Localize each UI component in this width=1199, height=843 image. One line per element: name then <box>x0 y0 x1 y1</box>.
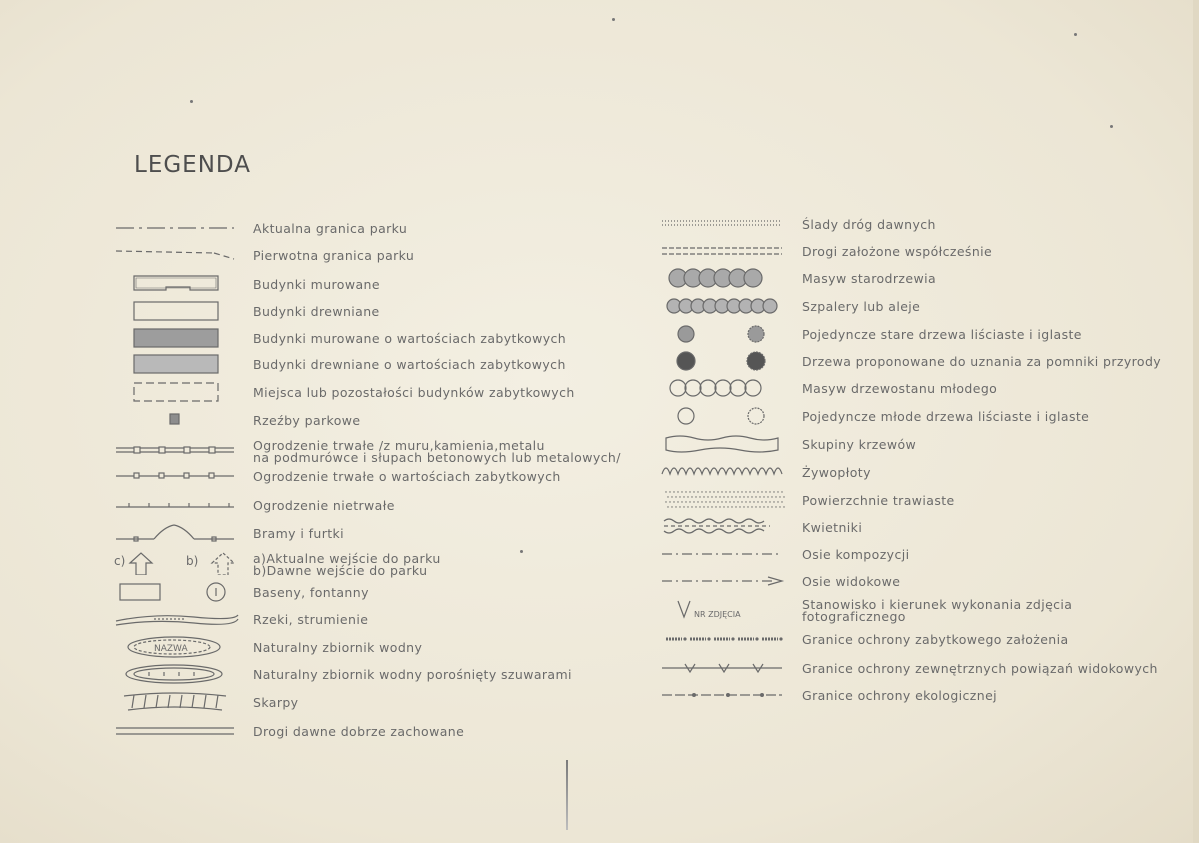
legend-label: Skarpy <box>253 695 299 710</box>
legend-symbol-pond <box>114 635 240 659</box>
legend-label: Ślady dróg dawnych <box>802 217 936 232</box>
speck <box>1110 125 1113 128</box>
legend-symbol-gates <box>114 521 240 545</box>
legend-symbol-road-old <box>114 719 240 743</box>
legend-symbol-small-square <box>114 408 240 432</box>
legend-label: Miejsca lub pozostałości budynków zabytkowych <box>253 385 575 400</box>
legend-label: Pierwotna granica parku <box>253 248 415 263</box>
fold-mark <box>566 760 568 830</box>
legend-label: Budynki drewniane o wartościach zabytkowych <box>253 357 566 372</box>
legend-label: Granice ochrony zabytkowego założenia <box>802 632 1069 647</box>
legend-label: Aktualna granica parku <box>253 221 408 236</box>
legend-label: Żywopłoty <box>802 465 871 480</box>
legend-label: Rzeki, strumienie <box>253 612 369 627</box>
legend-label: Naturalny zbiornik wodny porośnięty szuwarami <box>253 667 572 682</box>
legend-symbol-box-notch <box>114 272 240 296</box>
legend-label: Granice ochrony ekologicznej <box>802 688 998 703</box>
legend-label: Budynki drewniane <box>253 304 380 319</box>
legend-label: Ogrodzenie trwałe o wartościach zabytkowych <box>253 469 561 484</box>
legend-label: Szpalery lub aleje <box>802 299 921 314</box>
legend-symbol-tree-old <box>660 322 786 346</box>
legend-label: Ogrodzenie trwałe /z muru,kamienia,metalu <box>253 438 545 453</box>
legend-label: Masyw drzewostanu młodego <box>802 381 998 396</box>
legend-label: Skupiny krzewów <box>802 437 917 452</box>
svg-text:b): b) <box>186 554 199 568</box>
speck <box>520 550 523 553</box>
legend-label: Granice ochrony zewnętrznych powiązań widokowych <box>802 661 1158 676</box>
legend-title: LEGENDA <box>134 152 251 178</box>
legend-label: Drogi dawne dobrze zachowane <box>253 724 465 739</box>
legend-label: Bramy i furtki <box>253 526 345 541</box>
speck <box>190 100 193 103</box>
sheet-edge <box>1193 0 1199 843</box>
legend-label: Powierzchnie trawiaste <box>802 493 955 508</box>
legend-label: Pojedyncze młode drzewa liściaste i iglaste <box>802 409 1090 424</box>
legend-symbol-protect-eco <box>660 683 786 707</box>
legend-label: Osie widokowe <box>802 574 901 589</box>
legend-label: a)Aktualne wejście do parku <box>253 551 441 566</box>
legend-label: Drzewa proponowane do uznania za pomniki przyrody <box>802 354 1162 369</box>
legend-symbol-grass <box>660 488 786 512</box>
legend-symbol-tree-young <box>660 404 786 428</box>
legend-symbol-axis <box>660 542 786 566</box>
legend-label: Pojedyncze stare drzewa liściaste i iglaste <box>802 327 1082 342</box>
legend-symbol-river <box>114 607 240 631</box>
legend-label: Baseny, fontanny <box>253 585 369 600</box>
legend-symbol-protect-view <box>660 656 786 680</box>
svg-text:c): c) <box>114 554 126 568</box>
legend-label-line2: na podmurówce i słupach betonowych lub metalowych/ <box>253 450 621 465</box>
legend-symbol-fence-ticks <box>114 493 240 517</box>
legend-label: Kwietniki <box>802 520 863 535</box>
legend-symbol-arrows <box>114 551 240 575</box>
legend-symbol-box-dark <box>114 326 240 350</box>
legend-label: Budynki murowane o wartościach zabytkowych <box>253 331 567 346</box>
legend-symbol-pools <box>114 580 240 604</box>
legend-symbol-tree-monument <box>660 349 786 373</box>
legend-label: Rzeźby parkowe <box>253 413 361 428</box>
legend-symbol-fence-single <box>114 464 240 488</box>
legend-label: Drogi założone współcześnie <box>802 244 993 259</box>
legend-symbol-pond-reeds <box>114 662 240 686</box>
legend-symbol-fence-double <box>114 438 240 462</box>
legend-label: Stanowisko i kierunek wykonania zdjęcia <box>802 597 1073 612</box>
legend-label: Masyw starodrzewia <box>802 271 937 286</box>
legend-symbol-dash-long <box>114 216 240 240</box>
speck <box>612 18 615 21</box>
legend-symbol-box-dashed <box>114 380 240 404</box>
legend-symbol-mass-young <box>660 376 786 400</box>
legend-label-line2: b)Dawne wejście do parku <box>253 563 428 578</box>
legend-label: Budynki murowane <box>253 277 380 292</box>
legend-symbol-photo <box>660 597 786 621</box>
legend-symbol-slope <box>114 690 240 714</box>
legend-symbol-box-grey <box>114 352 240 376</box>
legend-symbol-view-axis <box>660 569 786 593</box>
legend-symbol-shrubs <box>660 432 786 456</box>
legend-label: Osie kompozycji <box>802 547 910 562</box>
svg-text:NR ZDJĘCIA: NR ZDJĘCIA <box>694 610 741 619</box>
speck <box>1074 33 1077 36</box>
legend-symbol-mass-old <box>660 266 786 290</box>
legend-symbol-protect-monument <box>660 627 786 651</box>
legend-symbol-flowers <box>660 515 786 539</box>
legend-symbol-hedge <box>660 460 786 484</box>
legend-symbol-road-modern <box>660 239 786 263</box>
legend-symbol-alley <box>660 294 786 318</box>
legend-symbol-dash-short <box>114 243 240 267</box>
legend-label: Naturalny zbiornik wodny <box>253 640 423 655</box>
legend-symbol-box <box>114 299 240 323</box>
svg-text:NAZWA: NAZWA <box>154 644 188 654</box>
legend-label: Ogrodzenie nietrwałe <box>253 498 395 513</box>
legend-label-line2: fotograficznego <box>802 609 906 624</box>
legend-symbol-dots <box>660 212 786 236</box>
